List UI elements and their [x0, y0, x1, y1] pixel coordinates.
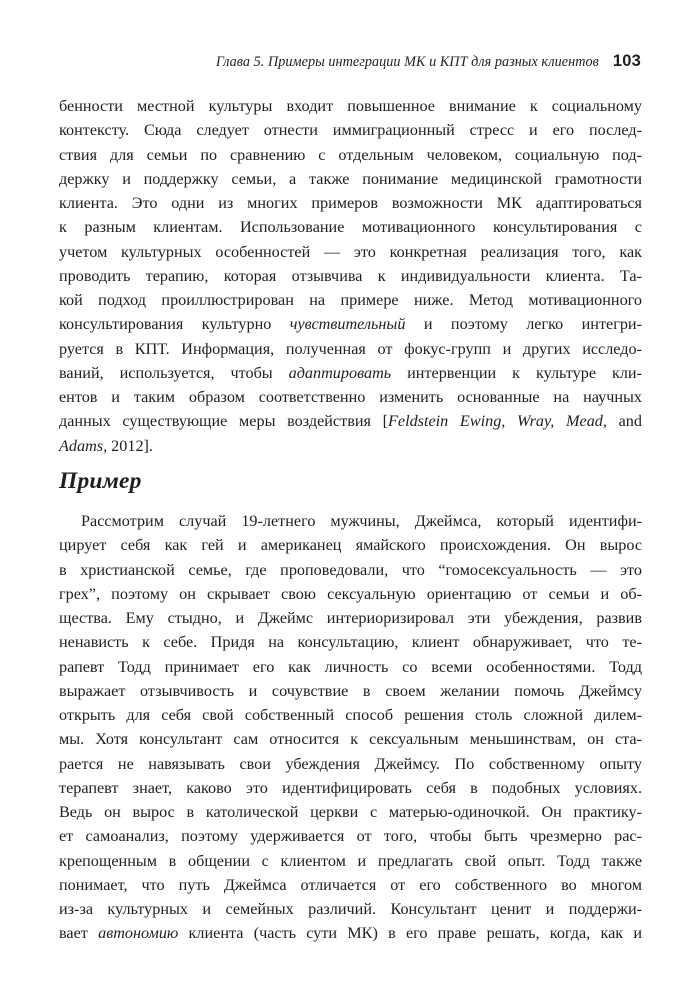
page-number: 103	[612, 52, 641, 70]
text-line: ентов и таким образом соответственно изменить основанные на научных	[59, 388, 642, 406]
text-line: ствия для семьи по сравнению с отдельным человеком, социальную под-	[59, 145, 642, 164]
text-line: ненависть к себе. Придя на консультацию, клиент обнаруживает, что те-	[59, 633, 642, 652]
text-line: ет самоанализ, поэтому удерживается от того, чтобы быть чрезмерно рас-	[59, 827, 642, 846]
text-line: проводить терапию, которая отзывчива к индивидуальности клиента. Та-	[59, 266, 642, 285]
text-line: из-за культурных и семейных различий. Консультант ценит и поддержи-	[59, 900, 642, 918]
text-line: клиента. Это одни из многих примеров возможности МК адаптироваться	[59, 194, 642, 212]
text-line	[59, 361, 642, 385]
text-line: крепощенным в общении с клиентом и предлагать свой опыт. Тодд также	[59, 851, 642, 870]
text-line: Рассмотрим случай 19-летнего мужчины, Джеймса, который идентифи-	[81, 512, 642, 530]
text-line: кой подход проиллюстрирован на примере ниже. Метод мотивационного	[59, 291, 642, 309]
italic-term: автономию	[98, 924, 179, 943]
text-segment: ваний, используется, чтобы	[59, 363, 289, 382]
italic-term: адаптировать	[288, 363, 392, 382]
text-segment: клиента (часть сути МК) в его праве решать, когда, как и	[178, 924, 642, 943]
paragraph-example	[59, 509, 642, 946]
text-segment: вает	[59, 924, 99, 943]
citation-year: 2012].	[107, 436, 153, 455]
text-line	[59, 921, 642, 945]
text-line: грех”, поэтому он скрывает свою сексуальную ориентацию от семьи и об-	[59, 584, 642, 603]
text-line: понимает, что путь Джеймса отличается от его собственного во многом	[59, 875, 642, 894]
text-line: открыть для себя свой собственный способ решения столь сложной дилем-	[59, 706, 642, 724]
text-line: мы. Хотя консультант сам относится к сексуальным меньшинствам, он ста-	[59, 730, 642, 749]
citation-line	[59, 409, 642, 433]
citation-line	[59, 434, 642, 458]
section-heading: Пример	[59, 468, 142, 494]
text-line: выражает отзывчивость и сочувствие в своем желании помочь Джеймсу	[59, 681, 642, 700]
text-segment: и поэтому легко интегри-	[405, 315, 642, 334]
text-line: цирует себя как гей и американец ямайского происхождения. Он вырос	[59, 536, 642, 555]
text-line: контексту. Сюда следует отнести иммиграционный стресс и его послед-	[59, 121, 642, 140]
italic-term: чувствительный	[289, 315, 406, 334]
text-line: Ведь он вырос в католической церкви с матерью-одиночкой. Он практику-	[59, 803, 642, 821]
text-segment: and	[606, 412, 642, 431]
text-line: щества. Ему стыдно, и Джеймс интериоризировал эти убеждения, развив	[59, 609, 642, 627]
paragraph-intro	[59, 94, 642, 458]
chapter-title: Глава 5. Примеры интеграции МК и КПТ для разных клиентов	[215, 54, 599, 70]
text-line: учетом культурных особенностей — это конкретная реализация того, как	[59, 242, 642, 261]
text-line: бенности местной культуры входит повышенное внимание к социальному	[59, 97, 642, 115]
text-line: в христианской семье, где проповедовали, что “гомосексуальность — это	[59, 560, 642, 579]
text-line: к разным клиентам. Использование мотивационного консультирования с	[59, 218, 642, 237]
text-line: рается не навязывать свои убеждения Джеймсу. По собственному опыту	[59, 754, 642, 773]
text-segment: данных существующие меры воздействия [	[59, 412, 389, 431]
text-line	[59, 312, 642, 336]
text-line: руется в КПТ. Информация, полученная от фокус-групп и других исследо-	[59, 339, 642, 358]
text-line: терапевт знает, каково это идентифицировать себя в подобных условиях.	[59, 778, 642, 797]
citation-authors: Adams,	[59, 436, 108, 455]
running-header	[59, 52, 641, 78]
citation-authors: Feldstein Ewing, Wray, Mead,	[388, 412, 607, 431]
text-segment: интервенции к культуре кли-	[391, 363, 642, 382]
text-line: рапевт Тодд принимает его как личность со всеми особенностями. Тодд	[59, 657, 642, 676]
text-line: держку и поддержку семьи, а также понимание медицинской грамотности	[59, 169, 642, 188]
text-segment: консультирования культурно	[59, 315, 290, 334]
